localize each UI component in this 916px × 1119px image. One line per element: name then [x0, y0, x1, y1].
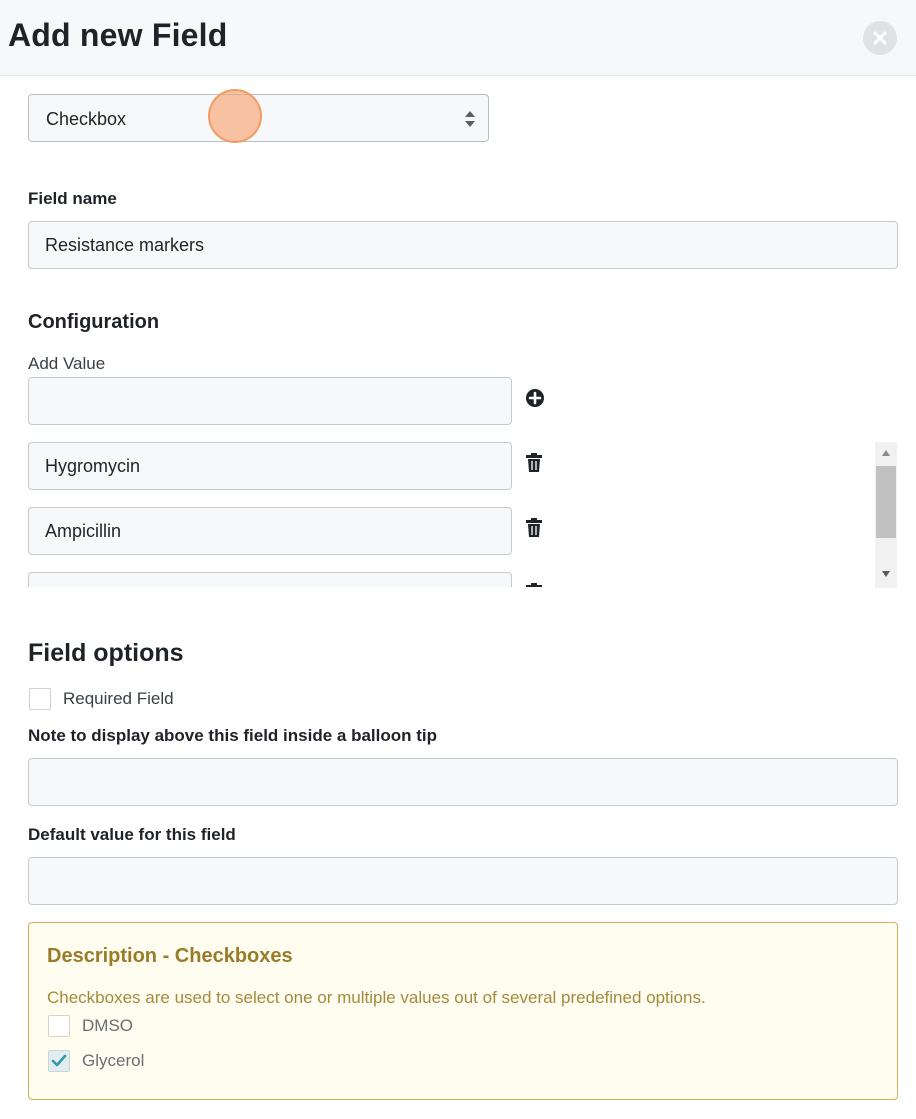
- description-title: Description - Checkboxes: [47, 945, 293, 967]
- trash-icon: [525, 518, 543, 538]
- delete-value-button[interactable]: [522, 516, 546, 540]
- description-text: Checkboxes are used to select one or multiple values out of several predefined options.: [47, 988, 706, 1007]
- value-input-hygromycin[interactable]: [28, 442, 512, 490]
- modal-header: [0, 0, 916, 76]
- required-field-label: Required Field: [63, 689, 174, 708]
- values-list: [0, 441, 916, 587]
- required-field-checkbox[interactable]: [29, 688, 51, 710]
- demo-checkbox-dmso: [48, 1015, 70, 1037]
- default-value-label: Default value for this field: [28, 825, 236, 844]
- delete-value-button[interactable]: [522, 451, 546, 475]
- field-name-label: Field name: [28, 189, 117, 208]
- configuration-title: Configuration: [28, 311, 160, 333]
- scrollbar-thumb[interactable]: [876, 466, 896, 538]
- close-button[interactable]: [863, 21, 897, 55]
- note-input[interactable]: [28, 758, 898, 806]
- close-icon: [872, 30, 888, 46]
- cursor-indicator: [208, 89, 262, 143]
- field-options-title: Field options: [28, 639, 184, 667]
- note-label: Note to display above this field inside a balloon tip: [28, 726, 437, 745]
- value-input-ampicillin[interactable]: [28, 507, 512, 555]
- demo-checkbox-glycerol: [48, 1050, 70, 1072]
- checkmark-icon: [51, 1054, 67, 1068]
- plus-circle-icon: [525, 388, 545, 408]
- field-type-selected-value: Checkbox: [46, 109, 127, 129]
- modal-title: Add new Field: [8, 17, 228, 53]
- trash-icon: [525, 453, 543, 473]
- value-input-partial[interactable]: [28, 572, 512, 587]
- demo-option-label: Glycerol: [82, 1051, 145, 1070]
- scroll-up-icon[interactable]: [881, 449, 891, 457]
- demo-option-label: DMSO: [82, 1016, 133, 1035]
- add-value-label: Add Value: [28, 354, 106, 373]
- add-value-input[interactable]: [28, 377, 512, 425]
- delete-value-button[interactable]: [522, 581, 546, 587]
- trash-icon: [525, 583, 543, 587]
- field-name-input[interactable]: [28, 221, 898, 269]
- scroll-down-icon[interactable]: [881, 570, 891, 578]
- select-arrows-icon: [464, 110, 476, 128]
- default-value-input[interactable]: [28, 857, 898, 905]
- add-value-button[interactable]: [523, 386, 547, 410]
